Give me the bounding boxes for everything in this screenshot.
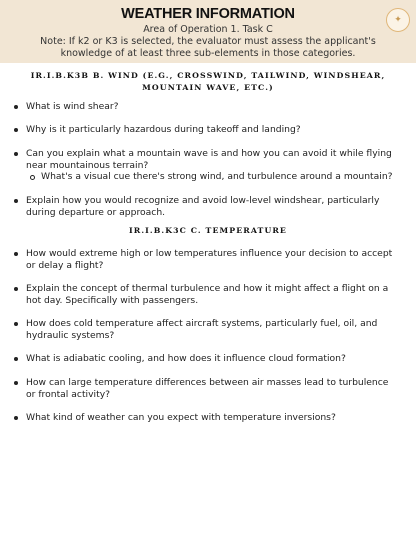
bullet-dot-icon	[14, 357, 18, 361]
section-title-temperature: IR.I.B.K3C C. TEMPERATURE	[129, 226, 287, 235]
question-text: Can you explain what a mountain wave is and how you can avoid it while flying near mountainous terrain?	[26, 148, 392, 171]
area-of-operation: Area of Operation 1. Task C	[143, 24, 273, 35]
evaluator-note: Note: If k2 or K3 is selected, the evaluator must assess the applicant's knowledge of at least three sub-elements in those categories.	[40, 36, 376, 59]
list-item	[26, 353, 396, 365]
list-item	[26, 283, 396, 306]
page-title: WEATHER INFORMATION	[121, 6, 295, 22]
bullet-dot-icon	[14, 128, 18, 132]
list-item	[26, 101, 406, 113]
bullet-dot-icon	[14, 199, 18, 203]
list-item	[26, 412, 396, 424]
list-item	[26, 195, 406, 218]
question-text: Explain how you would recognize and avoid low-level windshear, particularly during departure or approach.	[26, 195, 380, 218]
question-text: What kind of weather can you expect with temperature inversions?	[26, 412, 336, 423]
bullet-dot-icon	[14, 381, 18, 385]
list-item	[26, 124, 406, 136]
question-text: What is wind shear?	[26, 101, 119, 112]
list-item	[26, 377, 396, 400]
question-text: What is adiabatic cooling, and how does it influence cloud formation?	[26, 353, 346, 364]
question-text: Why is it particularly hazardous during takeoff and landing?	[26, 124, 301, 135]
question-text: How would extreme high or low temperatures influence your decision to accept or delay a flight?	[26, 248, 393, 271]
bullet-ring-icon	[30, 175, 35, 180]
question-text: What's a visual cue there's strong wind, and turbulence around a mountain?	[41, 171, 393, 182]
question-text: Explain the concept of thermal turbulence and how it might affect a flight on a hot day. Specifically with passengers.	[26, 283, 389, 306]
bullet-dot-icon	[14, 322, 18, 326]
bullet-dot-icon	[14, 252, 18, 256]
bullet-dot-icon	[14, 287, 18, 291]
question-text: How does cold temperature affect aircraft systems, particularly fuel, oil, and hydraulic systems?	[26, 318, 378, 341]
section-title-wind: IR.I.B.K3B B. WIND (E.G., CROSSWIND, TAILWIND, WINDSHEAR, MOUNTAIN WAVE, ETC.)	[30, 71, 386, 92]
list-item	[26, 148, 410, 171]
logo-badge-icon: ✦	[386, 8, 410, 32]
bullet-dot-icon	[14, 152, 18, 156]
list-item	[26, 248, 396, 271]
bullet-dot-icon	[14, 105, 18, 109]
header-banner	[0, 0, 416, 63]
list-item-sub	[41, 171, 407, 183]
bullet-dot-icon	[14, 416, 18, 420]
list-item	[26, 318, 396, 341]
question-text: How can large temperature differences between air masses lead to turbulence or frontal activity?	[26, 377, 389, 400]
